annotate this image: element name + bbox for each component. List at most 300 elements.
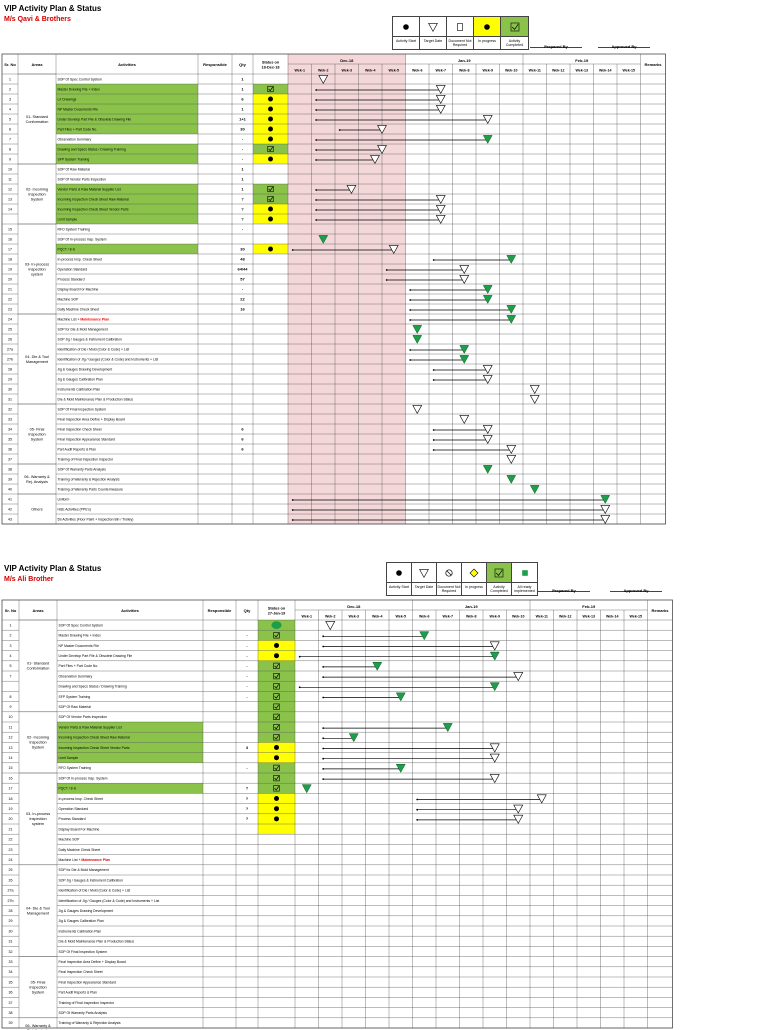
activity-label: Part Audit Reports & Plan (57, 447, 96, 452)
target-marker-icon (514, 672, 523, 680)
week-label: Wek-5 (395, 614, 407, 619)
activity-label: Final Inspection Area Define + Display Board (57, 417, 125, 422)
sheet-title: VIP Activity Plan & Status (4, 564, 102, 573)
qty-value: 1 (241, 176, 244, 182)
qty-value: 6 (241, 436, 244, 442)
target-marker-icon (436, 85, 445, 93)
qty-value: 16 (240, 306, 245, 312)
legend (386, 562, 538, 596)
area-label: system (31, 822, 45, 827)
header-responsible: Responsible (203, 62, 227, 67)
qty-value: 1 (241, 86, 244, 92)
activity-label: SOP Of Spec Control System (58, 623, 103, 628)
header-qty: Qty (239, 62, 246, 67)
completed-marker-icon (396, 693, 405, 701)
square-green-icon (522, 570, 528, 576)
area-label: 02- Incoming (27, 735, 49, 740)
week-label: Wek-6 (411, 68, 423, 73)
completed-marker-icon (483, 465, 492, 473)
legend-label: Activity Completed (490, 585, 508, 594)
header-status-date: 18-Dec-18 (261, 65, 280, 70)
activity-label: Daily Machine Check Sheet (58, 847, 101, 852)
activity-start-dot (315, 139, 317, 141)
row-number: 24 (8, 317, 12, 322)
qty-value: 6 (241, 426, 244, 432)
activity-label: Observation Summary (58, 674, 93, 679)
row-number: 27a (7, 347, 13, 352)
qty-value: 1 (241, 106, 244, 112)
sheet-title: VIP Activity Plan & Status (4, 4, 102, 13)
activity-label: SOP Of Spec Control System (57, 77, 102, 82)
target-marker-icon (601, 515, 610, 523)
status-check-icon (271, 774, 282, 783)
legend-label: Activity Completed (505, 39, 524, 48)
activity-start-dot (292, 499, 294, 501)
activity-label: Training of Warranty & Rejection Analysis (57, 477, 120, 482)
area-label: 04- Die & Tool (25, 354, 49, 359)
qty-value: 64/44 (237, 266, 248, 272)
status-dot-icon (274, 643, 279, 648)
row-number: 13 (8, 197, 12, 202)
week-label: Wek-4 (364, 68, 376, 73)
area-label: Management (25, 359, 49, 364)
completed-marker-icon (507, 255, 516, 263)
activity-label: Final Inspection Check Sheet (57, 427, 102, 432)
row-number: 35 (8, 437, 12, 442)
row-number: 38 (8, 467, 12, 472)
gantt-table (2, 54, 666, 524)
activity-label: Drawing and Specs Status / Drawing Training (57, 147, 126, 152)
activity-start-dot (315, 119, 317, 121)
activity-label: Incoming Inspection Check Sheet Raw Material (58, 735, 130, 740)
row-number: 37 (8, 457, 12, 462)
status-check-icon (265, 195, 276, 204)
activity-start-dot (299, 686, 301, 688)
qty-value: 57 (240, 276, 245, 282)
activity-label: Incoming Inspection Check Sheet Vendor Parts (57, 207, 129, 212)
status-dot-icon (268, 97, 273, 102)
week-label: Wek-8 (458, 68, 470, 73)
area-label: 01- Standard (26, 114, 48, 119)
legend-item-dot-yellow (474, 17, 501, 49)
area-label: Conformation (25, 119, 49, 124)
status-dot-icon (268, 117, 273, 122)
row-number: 12 (8, 187, 12, 192)
status-dot-icon (268, 247, 273, 252)
completed-marker-icon (460, 355, 469, 363)
row-number: 22 (8, 297, 12, 302)
activity-highlight (56, 214, 198, 224)
target-marker-icon (530, 395, 539, 403)
activity-label: Vendor Parts & Raw Material Supplier List (58, 725, 122, 730)
completed-marker-icon (507, 315, 516, 323)
row-number: 1 (9, 77, 11, 82)
row-number: 33 (8, 960, 13, 964)
check-green-icon (507, 20, 523, 33)
activity-label: Part Files + Part Code No. (57, 127, 98, 132)
qty-value: - (241, 286, 244, 292)
row-number: 14 (8, 756, 13, 760)
completed-marker-icon (483, 285, 492, 293)
activity-start-dot (299, 656, 301, 658)
status-check-icon (271, 712, 282, 721)
month-label: Jan-19 (457, 58, 471, 63)
doc-icon (458, 23, 463, 30)
activity-start-dot (322, 697, 324, 699)
target-marker-icon (460, 265, 469, 273)
activity-highlight (57, 783, 203, 793)
qty-value: 3 (245, 744, 249, 750)
legend-item-check-green (501, 17, 528, 49)
plan-sheet-2 (0, 556, 768, 1028)
row-number: 39 (8, 477, 12, 482)
activity-label: Final Inspection Appearance Standard (57, 437, 115, 442)
target-marker-icon (483, 375, 492, 383)
completed-marker-icon (396, 764, 405, 772)
activity-label: Training of Final Inspection Inspector (58, 1000, 114, 1005)
dot-yellow-icon (484, 24, 490, 30)
sheet-subtitle: M/s Ali Brother (4, 576, 54, 583)
row-number: 15 (8, 766, 13, 771)
activity-label: Observation Summary (57, 137, 92, 142)
header-srno: Sr. No (4, 608, 17, 613)
week-label: Wek-3 (348, 614, 360, 619)
header-activities: Activities (121, 608, 139, 613)
status-dot-icon (274, 806, 279, 811)
activity-label: Uniform (57, 497, 70, 502)
target-marker-icon (436, 195, 445, 203)
legend (392, 16, 529, 50)
row-number: 27b (7, 357, 13, 362)
status-check-icon (271, 723, 282, 732)
row-number: 3 (9, 97, 11, 102)
row-number: 12 (8, 735, 13, 740)
status-implemented-icon (271, 621, 281, 629)
completed-marker-icon (530, 485, 539, 493)
target-marker-icon (490, 754, 499, 762)
activity-label: SFP System Training (58, 694, 91, 699)
activity-label: 5S Activities (Floor Paint + Inspection Bin / Trolley) (57, 517, 134, 522)
row-number: 37 (8, 1000, 13, 1005)
activity-start-dot (322, 737, 324, 739)
row-number: 40 (8, 487, 12, 492)
area-label: system (30, 272, 44, 277)
week-label: Wek-7 (435, 68, 447, 73)
activity-label: Limit Sample (58, 756, 79, 760)
target-marker-icon (483, 115, 492, 123)
week-label: Wek-4 (371, 614, 383, 619)
area-label: System (31, 745, 45, 750)
activity-start-dot (409, 309, 411, 311)
status-check-icon (265, 145, 276, 154)
status-dot-icon (274, 745, 279, 750)
area-label: Others (31, 507, 43, 512)
activity-start-dot (322, 748, 324, 750)
area-label: 05- Final (30, 980, 46, 985)
target-marker-icon (436, 105, 445, 113)
approved-by-label: Approved By (623, 588, 649, 593)
row-number: 25 (8, 327, 12, 332)
qty-value: 30 (240, 126, 245, 132)
prepared-by-label: Prepared By (552, 588, 576, 593)
gantt-table (2, 600, 674, 1030)
activity-start-dot (315, 149, 317, 151)
target-marker-icon (490, 774, 499, 782)
status-dot-icon (268, 137, 273, 142)
month-label: Dec-18 (340, 58, 354, 63)
week-label: Wek-5 (388, 68, 400, 73)
activity-start-dot (315, 219, 317, 221)
activity-label: Part Files + Part Code No. (58, 664, 99, 669)
row-number: 35 (8, 980, 13, 985)
target-marker-icon (413, 405, 422, 413)
status-dot-icon (274, 816, 279, 821)
row-number: 21 (8, 287, 12, 292)
activity-label: SFP System Training (57, 157, 90, 162)
qty-value: 1 (241, 76, 244, 82)
legend-item-square-green (512, 563, 537, 595)
legend-label: In progress (478, 39, 496, 43)
row-number: 10 (8, 715, 13, 720)
legend-item-circle-slash (437, 563, 462, 595)
week-label: Wek-2 (317, 68, 329, 73)
target-marker-icon (326, 621, 335, 629)
activity-start-dot (315, 199, 317, 201)
legend-label: Activity Start (389, 585, 409, 589)
row-number: 4 (9, 654, 12, 658)
activity-label: NP Master Documents File (58, 643, 99, 648)
activity-start-dot (322, 768, 324, 770)
row-number: 28 (8, 367, 12, 372)
completed-marker-icon (413, 335, 422, 343)
row-number: 25 (8, 868, 13, 873)
week-label: Wek-2 (324, 614, 336, 619)
row-number: 17 (8, 247, 12, 252)
activity-start-dot (433, 429, 435, 431)
header-remarks: Remarks (644, 62, 662, 67)
completed-marker-icon (302, 785, 311, 793)
activity-label: Machine SOP (57, 297, 79, 302)
qty-value: - (246, 632, 248, 638)
activity-label: SOP Of In-process Insp. System (58, 776, 108, 781)
status-check-icon (271, 702, 282, 711)
activity-start-dot (322, 758, 324, 760)
activity-label: Training of Final Inspection Inspector (57, 457, 113, 462)
activity-start-dot (409, 299, 411, 301)
activity-highlight (56, 94, 198, 104)
area-label: Inspection (29, 740, 47, 745)
qty-value: 1 (241, 166, 244, 172)
header-remarks: Remarks (651, 608, 669, 613)
area-label: Inspection (29, 985, 47, 990)
legend-label: Document Not Required (448, 39, 472, 48)
row-number: 23 (8, 847, 13, 852)
area-label: 05- Final (29, 427, 45, 432)
header-responsible: Responsible (207, 608, 232, 613)
activity-start-dot (386, 269, 388, 271)
month-label: Jan-19 (464, 604, 478, 609)
row-number: 9 (9, 705, 12, 709)
week-label: Wek-14 (605, 614, 619, 619)
week-label: Wek-9 (489, 614, 501, 619)
week-label: Wek-9 (482, 68, 494, 73)
target-marker-icon (436, 95, 445, 103)
activity-highlight (56, 244, 198, 254)
activity-label: Identification of Jig / Gauges (Color & Code) and Instruments + List (58, 898, 160, 903)
row-number: 29 (8, 377, 12, 382)
qty-value: - (246, 765, 248, 771)
row-number: 20 (8, 277, 12, 282)
area-label: Inspection (28, 267, 46, 272)
row-number: 6 (9, 127, 11, 132)
qty-value: ? (245, 806, 249, 811)
qty-value: 1+1 (239, 116, 246, 122)
row-number: 3 (9, 643, 12, 648)
row-number: 11 (8, 725, 13, 730)
month-label: Feb-19 (582, 604, 596, 609)
completed-marker-icon (373, 662, 382, 670)
qty-value: - (246, 653, 248, 658)
status-check-icon (265, 185, 276, 194)
activity-label: Operation Standard (58, 807, 89, 811)
row-number: 26 (8, 878, 13, 883)
week-label: Wek-11 (535, 614, 548, 619)
week-label: Wek-7 (442, 614, 454, 619)
row-number: 38 (8, 1011, 13, 1015)
activity-label: Process Standard (58, 817, 86, 822)
target-marker-icon (507, 445, 516, 453)
row-number: 15 (8, 227, 12, 232)
completed-marker-icon (460, 345, 469, 353)
target-marker-icon (436, 205, 445, 213)
row-number: 18 (8, 257, 12, 262)
completed-marker-icon (490, 683, 499, 691)
activity-start-dot (322, 778, 324, 780)
row-number: 7 (9, 137, 11, 142)
qty-value: ? (245, 816, 249, 822)
qty-value: 6 (241, 446, 244, 452)
row-number: 7 (9, 674, 12, 679)
qty-value: - (246, 673, 248, 679)
row-number: 4 (9, 107, 11, 112)
maintenance-plan-label: Maintenance Plan (80, 317, 110, 322)
maintenance-plan-label: Maintenance Plan (81, 858, 111, 862)
prepared-by (538, 562, 590, 592)
activity-label: SOP Of Warranty Parts Analysis (57, 467, 106, 472)
completed-marker-icon (507, 475, 516, 483)
activity-start-dot (433, 439, 435, 441)
status-dot-icon (274, 796, 279, 801)
status-check-icon (271, 682, 282, 691)
week-label: Wek-15 (622, 68, 636, 73)
activity-start-dot (409, 319, 411, 321)
header-areas: Areas (31, 62, 43, 67)
activity-label: Limit Sample (57, 217, 78, 222)
week-label: Wek-10 (511, 614, 525, 619)
status-dot-icon (268, 157, 273, 162)
row-number: 20 (8, 817, 13, 822)
activity-label: L/I Drawings (57, 97, 77, 102)
activity-label: SOP Of Vendor Parts Inspection (58, 715, 108, 720)
qty-value: 30 (240, 246, 245, 252)
status-dot-icon (274, 755, 279, 760)
activity-start-dot (292, 509, 294, 511)
activity-highlight (57, 753, 203, 763)
legend-item-doc (447, 17, 474, 49)
activity-label: Drawing and Specs Status / Drawing Training (58, 684, 127, 689)
qty-value: ? (245, 785, 249, 791)
qty-value: 1 (241, 186, 244, 192)
status-fill (258, 824, 295, 834)
legend-item-check-green (487, 563, 512, 595)
row-number: 18 (8, 796, 13, 801)
activity-label: Final Inspection Check Sheet (58, 970, 103, 975)
legend-label: Target Date (414, 585, 434, 589)
activity-label: NP Master Documents File (57, 107, 98, 112)
area-label: System (30, 197, 44, 202)
legend-item-triangle-outline (420, 17, 447, 49)
row-number: 2 (9, 87, 11, 92)
completed-marker-icon (420, 632, 429, 640)
target-marker-icon (460, 415, 469, 423)
activity-start-dot (433, 449, 435, 451)
area-label: 02- Incoming (26, 187, 48, 192)
qty-value: 6 (241, 96, 244, 102)
activity-label: Process Standard (57, 277, 85, 282)
activity-label: RFO System Training (57, 227, 90, 232)
qty-value: 48 (240, 256, 245, 262)
legend-label: Activity Start (396, 39, 416, 43)
activity-label: Operation Standard (57, 267, 88, 272)
activity-label: Identification of Jig / Gauges (Color & Code) and Instruments + List (57, 357, 159, 362)
row-number: 24 (8, 858, 13, 862)
row-number: 14 (8, 207, 12, 212)
circle-slash-icon (446, 569, 452, 575)
target-marker-icon (490, 744, 499, 752)
row-number: 17 (8, 786, 13, 791)
week-label: Wek-14 (598, 68, 612, 73)
activity-label: Instruments Calibration Plan (58, 929, 102, 934)
status-check-icon (271, 692, 282, 701)
activity-label: Display Board For Machine (58, 827, 100, 832)
activity-start-dot (386, 279, 388, 281)
activity-start-dot (315, 89, 317, 91)
row-number: 13 (8, 745, 13, 750)
row-number: 31 (8, 939, 13, 944)
qty-value: - (241, 136, 244, 142)
area-label: Inspection (28, 432, 46, 437)
activity-start-dot (292, 249, 294, 251)
activity-label: Incoming Inspection Check Sheet Vendor Parts (58, 745, 130, 750)
qty-value: - (241, 156, 244, 162)
area-label: Management (26, 911, 50, 916)
row-number: 34 (8, 970, 13, 975)
activity-start-dot (433, 259, 435, 261)
row-number: 43 (8, 517, 12, 522)
legend-label: Document Not Required (437, 585, 461, 594)
week-label: Wek-3 (341, 68, 353, 73)
legend-label: All ready implemented (514, 585, 535, 594)
activity-start-dot (416, 799, 418, 801)
week-label: Wek-15 (629, 614, 643, 619)
completed-marker-icon (413, 325, 422, 333)
activity-start-dot (322, 666, 324, 668)
week-label: Wek-1 (301, 614, 313, 619)
row-number: 8 (9, 147, 11, 152)
area-label: System (31, 990, 45, 995)
row-number: 16 (8, 776, 13, 781)
activity-label: Identification of Die / Mold (Color & Code) + List (57, 347, 130, 352)
